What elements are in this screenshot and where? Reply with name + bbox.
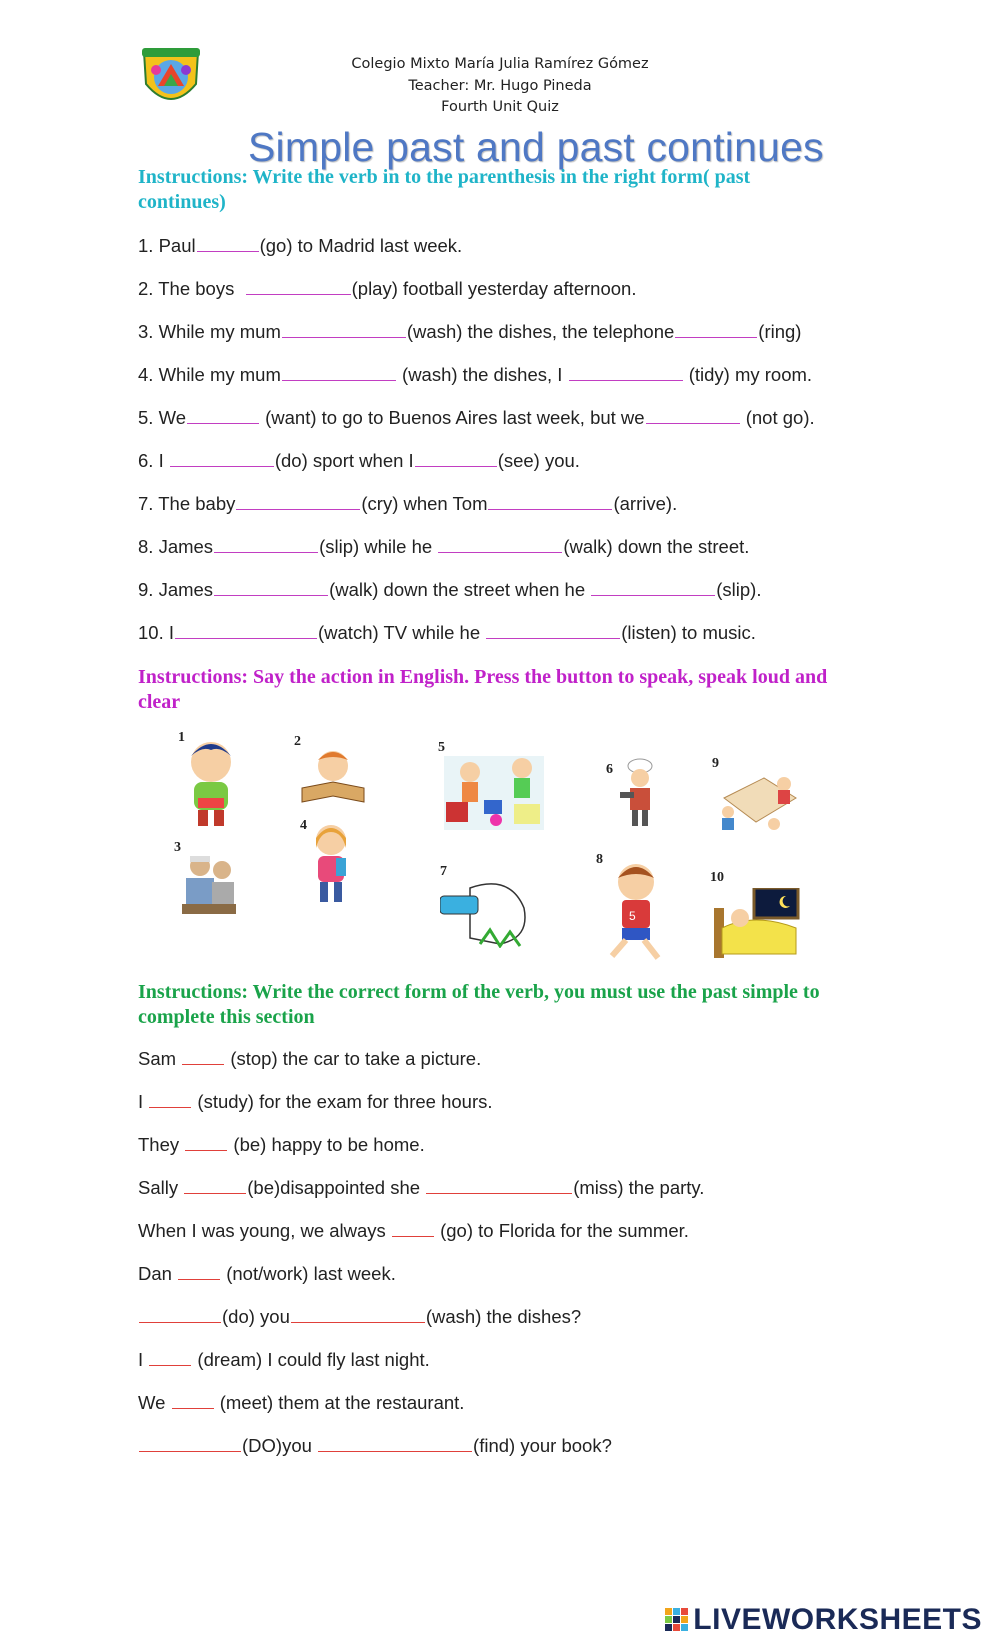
exercise-text: (watch) TV while he bbox=[318, 622, 486, 643]
exercise-text: I bbox=[138, 1091, 149, 1112]
answer-blank[interactable] bbox=[488, 491, 612, 510]
school-name: Colegio Mixto María Julia Ramírez Gómez bbox=[351, 56, 649, 72]
exercise-text: (walk) down the street. bbox=[563, 536, 750, 557]
exercise-line bbox=[138, 1304, 581, 1329]
teacher-name: Teacher: Mr. Hugo Pineda bbox=[408, 78, 592, 94]
exercise-text: (miss) the party. bbox=[573, 1177, 705, 1198]
picture-label: 1 bbox=[178, 730, 185, 745]
exercise-line bbox=[138, 1218, 689, 1243]
answer-blank[interactable] bbox=[426, 1175, 572, 1194]
boy-eating-picture[interactable] bbox=[180, 736, 242, 828]
answer-blank[interactable] bbox=[291, 1304, 425, 1323]
boy-running-picture[interactable] bbox=[602, 862, 672, 962]
picture-label: 4 bbox=[300, 818, 307, 833]
answer-blank[interactable] bbox=[214, 534, 318, 553]
answer-blank[interactable] bbox=[646, 405, 740, 424]
answer-blank[interactable] bbox=[149, 1089, 191, 1108]
boy-reading-picture[interactable] bbox=[298, 748, 368, 806]
answer-blank[interactable] bbox=[675, 319, 757, 338]
answer-blank[interactable] bbox=[246, 276, 351, 295]
exercise-text: 3. While my mum bbox=[138, 321, 281, 342]
answer-blank[interactable] bbox=[170, 448, 274, 467]
liveworksheets-brand: LIVEWORKSHEETS bbox=[693, 1603, 982, 1636]
answer-blank[interactable] bbox=[318, 1433, 472, 1452]
answer-blank[interactable] bbox=[175, 620, 317, 639]
picture-label: 7 bbox=[440, 864, 447, 879]
exercise-text: (ring) bbox=[758, 321, 802, 342]
answer-blank[interactable] bbox=[139, 1433, 241, 1452]
liveworksheets-logo bbox=[664, 1603, 982, 1637]
exercise-line bbox=[138, 1261, 396, 1286]
exercise-text: (not go). bbox=[740, 407, 815, 428]
exercise-text: (meet) them at the restaurant. bbox=[214, 1392, 465, 1413]
exercise-text: Sam bbox=[138, 1048, 182, 1069]
exercise-text: (cry) when Tom bbox=[361, 493, 488, 514]
exercise-text: (dream) I could fly last night. bbox=[192, 1349, 430, 1370]
exercise-text: (not/work) last week. bbox=[221, 1263, 396, 1284]
answer-blank[interactable] bbox=[591, 577, 715, 596]
exercise-text: (slip) while he bbox=[319, 536, 438, 557]
exercise-line bbox=[138, 276, 636, 301]
exercise-text: Sally bbox=[138, 1177, 184, 1198]
exercise-line bbox=[138, 534, 749, 559]
exercise-line bbox=[138, 233, 462, 258]
kids-playing-picture[interactable] bbox=[444, 756, 544, 830]
exercise-line bbox=[138, 1175, 704, 1200]
exercise-text: (go) to Florida for the summer. bbox=[434, 1220, 689, 1241]
exercise-text: 8. James bbox=[138, 536, 214, 557]
exercise-text: They bbox=[138, 1134, 185, 1155]
exercise-line bbox=[138, 1433, 612, 1458]
exercise-text: 9. James bbox=[138, 579, 214, 600]
boy-drinking-picture[interactable] bbox=[440, 878, 536, 948]
exercise-line bbox=[138, 620, 756, 645]
answer-blank[interactable] bbox=[214, 577, 328, 596]
picture-label: 10 bbox=[710, 870, 724, 885]
exercise-text: (be)disappointed she bbox=[247, 1177, 426, 1198]
exercise-text: (tidy) my room. bbox=[683, 364, 813, 385]
picture-label: 5 bbox=[438, 740, 445, 755]
exercise-text: 7. The baby bbox=[138, 493, 236, 514]
exercise-line bbox=[138, 1347, 430, 1372]
answer-blank[interactable] bbox=[187, 405, 259, 424]
picture-label: 8 bbox=[596, 852, 603, 867]
exercise-text: 4. While my mum bbox=[138, 364, 281, 385]
liveworksheets-icon bbox=[664, 1607, 690, 1633]
answer-blank[interactable] bbox=[438, 534, 562, 553]
exercise-line bbox=[138, 405, 815, 430]
answer-blank[interactable] bbox=[486, 620, 620, 639]
quiz-name: Fourth Unit Quiz bbox=[441, 99, 559, 115]
answer-blank[interactable] bbox=[282, 319, 406, 338]
answer-blank[interactable] bbox=[282, 362, 396, 381]
exercise-text: (do) you bbox=[222, 1306, 290, 1327]
section2-instruction: Instructions: Say the action in English. Press the button to speak, speak loud and clear bbox=[138, 666, 828, 713]
picture-label: 6 bbox=[606, 762, 613, 777]
exercise-text: 5. We bbox=[138, 407, 186, 428]
exercise-text: 1. Paul bbox=[138, 235, 196, 256]
exercise-text: Dan bbox=[138, 1263, 178, 1284]
exercise-text: (be) happy to be home. bbox=[228, 1134, 425, 1155]
answer-blank[interactable] bbox=[178, 1261, 220, 1280]
exercise-text: 2. The boys bbox=[138, 278, 245, 299]
answer-blank[interactable] bbox=[236, 491, 360, 510]
exercise-text: (arrive). bbox=[613, 493, 678, 514]
section1-instruction: Instructions: Write the verb in to the parenthesis in the right form( past continues) bbox=[138, 166, 751, 213]
exercise-line bbox=[138, 491, 677, 516]
picture-label: 3 bbox=[174, 840, 181, 855]
answer-blank[interactable] bbox=[139, 1304, 221, 1323]
exercise-text: (see) you. bbox=[497, 450, 580, 471]
exercise-line bbox=[138, 1390, 464, 1415]
exercise-line bbox=[138, 577, 761, 602]
answer-blank[interactable] bbox=[392, 1218, 434, 1237]
exercise-text: (stop) the car to take a picture. bbox=[225, 1048, 482, 1069]
exercise-text: 6. I bbox=[138, 450, 169, 471]
exercise-text: We bbox=[138, 1392, 171, 1413]
exercise-text: (wash) the dishes, the telephone bbox=[406, 321, 675, 342]
exercise-text: (listen) to music. bbox=[621, 622, 756, 643]
boy-sleeping-picture[interactable] bbox=[714, 888, 800, 960]
workers-picture[interactable] bbox=[178, 852, 240, 918]
answer-blank[interactable] bbox=[185, 1132, 227, 1151]
exercise-text: (study) for the exam for three hours. bbox=[192, 1091, 493, 1112]
exercise-line bbox=[138, 362, 812, 387]
answer-blank[interactable] bbox=[182, 1046, 224, 1065]
exercise-line bbox=[138, 1089, 493, 1114]
exercise-text: (do) sport when I bbox=[274, 450, 414, 471]
exercise-text: (slip). bbox=[716, 579, 762, 600]
exercise-line bbox=[138, 1132, 425, 1157]
answer-blank[interactable] bbox=[197, 233, 259, 252]
exercise-text: (find) your book? bbox=[473, 1435, 612, 1456]
svg-text:5: 5 bbox=[629, 909, 636, 923]
answer-blank[interactable] bbox=[149, 1347, 191, 1366]
exercise-text: (want) to go to Buenos Aires last week, but we bbox=[259, 407, 645, 428]
answer-blank[interactable] bbox=[569, 362, 683, 381]
answer-blank[interactable] bbox=[184, 1175, 246, 1194]
exercise-text: (DO)you bbox=[242, 1435, 318, 1456]
page-title: Simple past and past continues bbox=[248, 124, 824, 170]
answer-blank[interactable] bbox=[172, 1390, 214, 1409]
exercise-text: (go) to Madrid last week. bbox=[259, 235, 463, 256]
exercise-text: When I was young, we always bbox=[138, 1220, 391, 1241]
girl-walking-picture[interactable] bbox=[306, 822, 356, 906]
exercise-text: (play) football yesterday afternoon. bbox=[351, 278, 637, 299]
kids-board-game-picture[interactable] bbox=[714, 768, 798, 834]
answer-blank[interactable] bbox=[415, 448, 497, 467]
exercise-line bbox=[138, 448, 580, 473]
exercise-line bbox=[138, 319, 801, 344]
picture-label: 2 bbox=[294, 734, 301, 749]
picture-label: 9 bbox=[712, 756, 719, 771]
section3-instruction: Instructions: Write the correct form of the verb, you must use the past simple to complete this section bbox=[138, 981, 820, 1028]
exercise-text: 10. I bbox=[138, 622, 174, 643]
boy-cooking-picture[interactable] bbox=[618, 758, 660, 828]
exercise-line bbox=[138, 1046, 481, 1071]
exercise-text: (wash) the dishes, I bbox=[396, 364, 568, 385]
exercise-text: (walk) down the street when he bbox=[329, 579, 591, 600]
exercise-text: (wash) the dishes? bbox=[425, 1306, 582, 1327]
exercise-text: I bbox=[138, 1349, 149, 1370]
